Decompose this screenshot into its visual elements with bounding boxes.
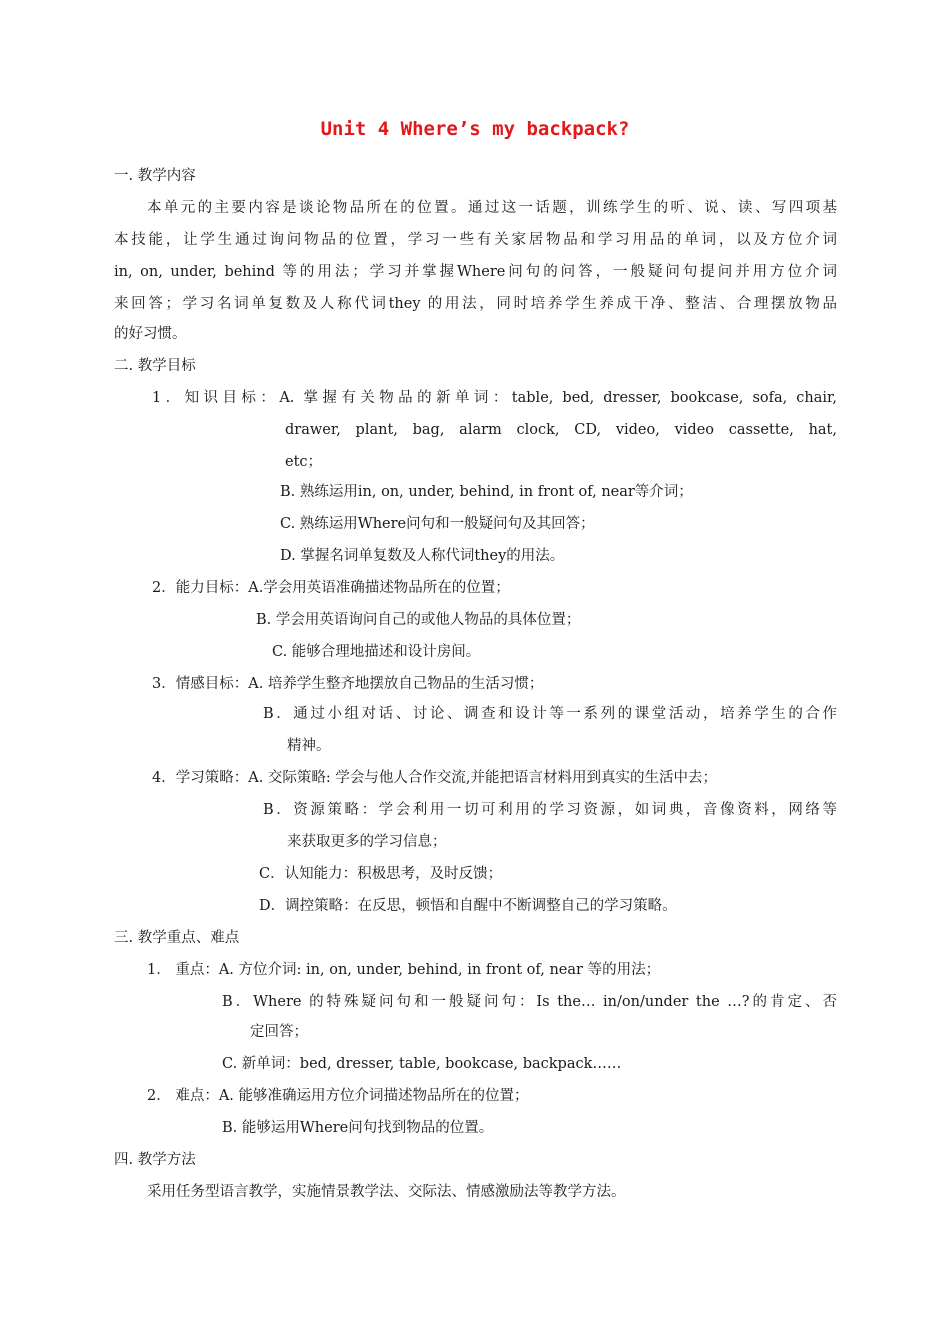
section-3-heading: 三. 教学重点、难点 [114, 930, 240, 946]
strategy-goal-line: 来获取更多的学习信息； [287, 834, 447, 850]
section-1-paragraph-line: 来回答；学习名词单复数及人称代词they 的用法，同时培养学生养成干净、整洁、合理摆放物品 [114, 296, 837, 312]
section-4-heading: 四. 教学方法 [114, 1152, 196, 1168]
emotion-goal-line: 精神。 [287, 738, 331, 754]
knowledge-goal-line: D. 掌握名词单复数及人称代词they的用法。 [280, 548, 565, 564]
section-1-paragraph-line: 的好习惯。 [114, 326, 187, 342]
strategy-goal-line: D．调控策略：在反思，顿悟和自醒中不断调整自己的学习策略。 [259, 898, 677, 914]
key-point-line: 1． 重点：A. 方位介词: in, on, under, behind, in front of, near 等的用法； [147, 962, 661, 978]
knowledge-goal-line: 1．知识目标：A. 掌握有关物品的新单词：table, bed, dresser, bookcase, sofa, chair, [152, 390, 837, 406]
strategy-goal-line: C．认知能力：积极思考，及时反馈； [259, 866, 503, 882]
knowledge-goal-line: C. 熟练运用Where问句和一般疑问句及其回答； [280, 516, 595, 532]
key-point-line: 定回答； [250, 1024, 308, 1040]
section-2-heading: 二. 教学目标 [114, 358, 196, 374]
emotion-goal-line: B．通过小组对话、讨论、调查和设计等一系列的课堂活动，培养学生的合作 [263, 706, 837, 722]
key-point-line: B．Where 的特殊疑问句和一般疑问句：Is the… in/on/under the …?的肯定、否 [222, 994, 837, 1010]
section-1-paragraph-line: 本单元的主要内容是谈论物品所在的位置。通过这一话题，训练学生的听、说、读、写四项基 [147, 200, 837, 216]
ability-goal-line: B. 学会用英语询问自己的或他人物品的具体位置； [256, 612, 581, 628]
emotion-goal-line: 3．情感目标：A. 培养学生整齐地摆放自己物品的生活习惯； [152, 676, 544, 692]
key-point-line: C. 新单词：bed, dresser, table, bookcase, backpack…… [222, 1056, 622, 1072]
strategy-goal-line: 4．学习策略：A. 交际策略: 学会与他人合作交流,并能把语言材料用到真实的生活中去； [152, 770, 718, 786]
ability-goal-line: C. 能够合理地描述和设计房间。 [272, 644, 481, 660]
document-title: Unit 4 Where’s my backpack? [320, 118, 630, 140]
ability-goal-line: 2．能力目标：A.学会用英语准确描述物品所在的位置； [152, 580, 510, 596]
knowledge-goal-line: B. 熟练运用in, on, under, behind, in front of, near等介词； [280, 484, 693, 500]
difficulty-line: 2． 难点：A. 能够准确运用方位介词描述物品所在的位置； [147, 1088, 529, 1104]
difficulty-line: B. 能够运用Where问句找到物品的位置。 [222, 1120, 494, 1136]
strategy-goal-line: B．资源策略：学会利用一切可利用的学习资源，如词典，音像资料，网络等 [263, 802, 837, 818]
knowledge-goal-line: drawer, plant, bag, alarm clock, CD, video, video cassette, hat, [285, 422, 837, 438]
section-4-paragraph: 采用任务型语言教学，实施情景教学法、交际法、情感激励法等教学方法。 [147, 1184, 626, 1200]
section-1-paragraph-line: 本技能，让学生通过询问物品的位置，学习一些有关家居物品和学习用品的单词，以及方位介词 [114, 232, 837, 248]
knowledge-goal-line: etc； [285, 454, 323, 470]
section-1-heading: 一. 教学内容 [114, 168, 196, 184]
section-1-paragraph-line: in, on, under, behind 等的用法；学习并掌握Where问句的问答，一般疑问句提问并用方位介词 [114, 264, 837, 280]
